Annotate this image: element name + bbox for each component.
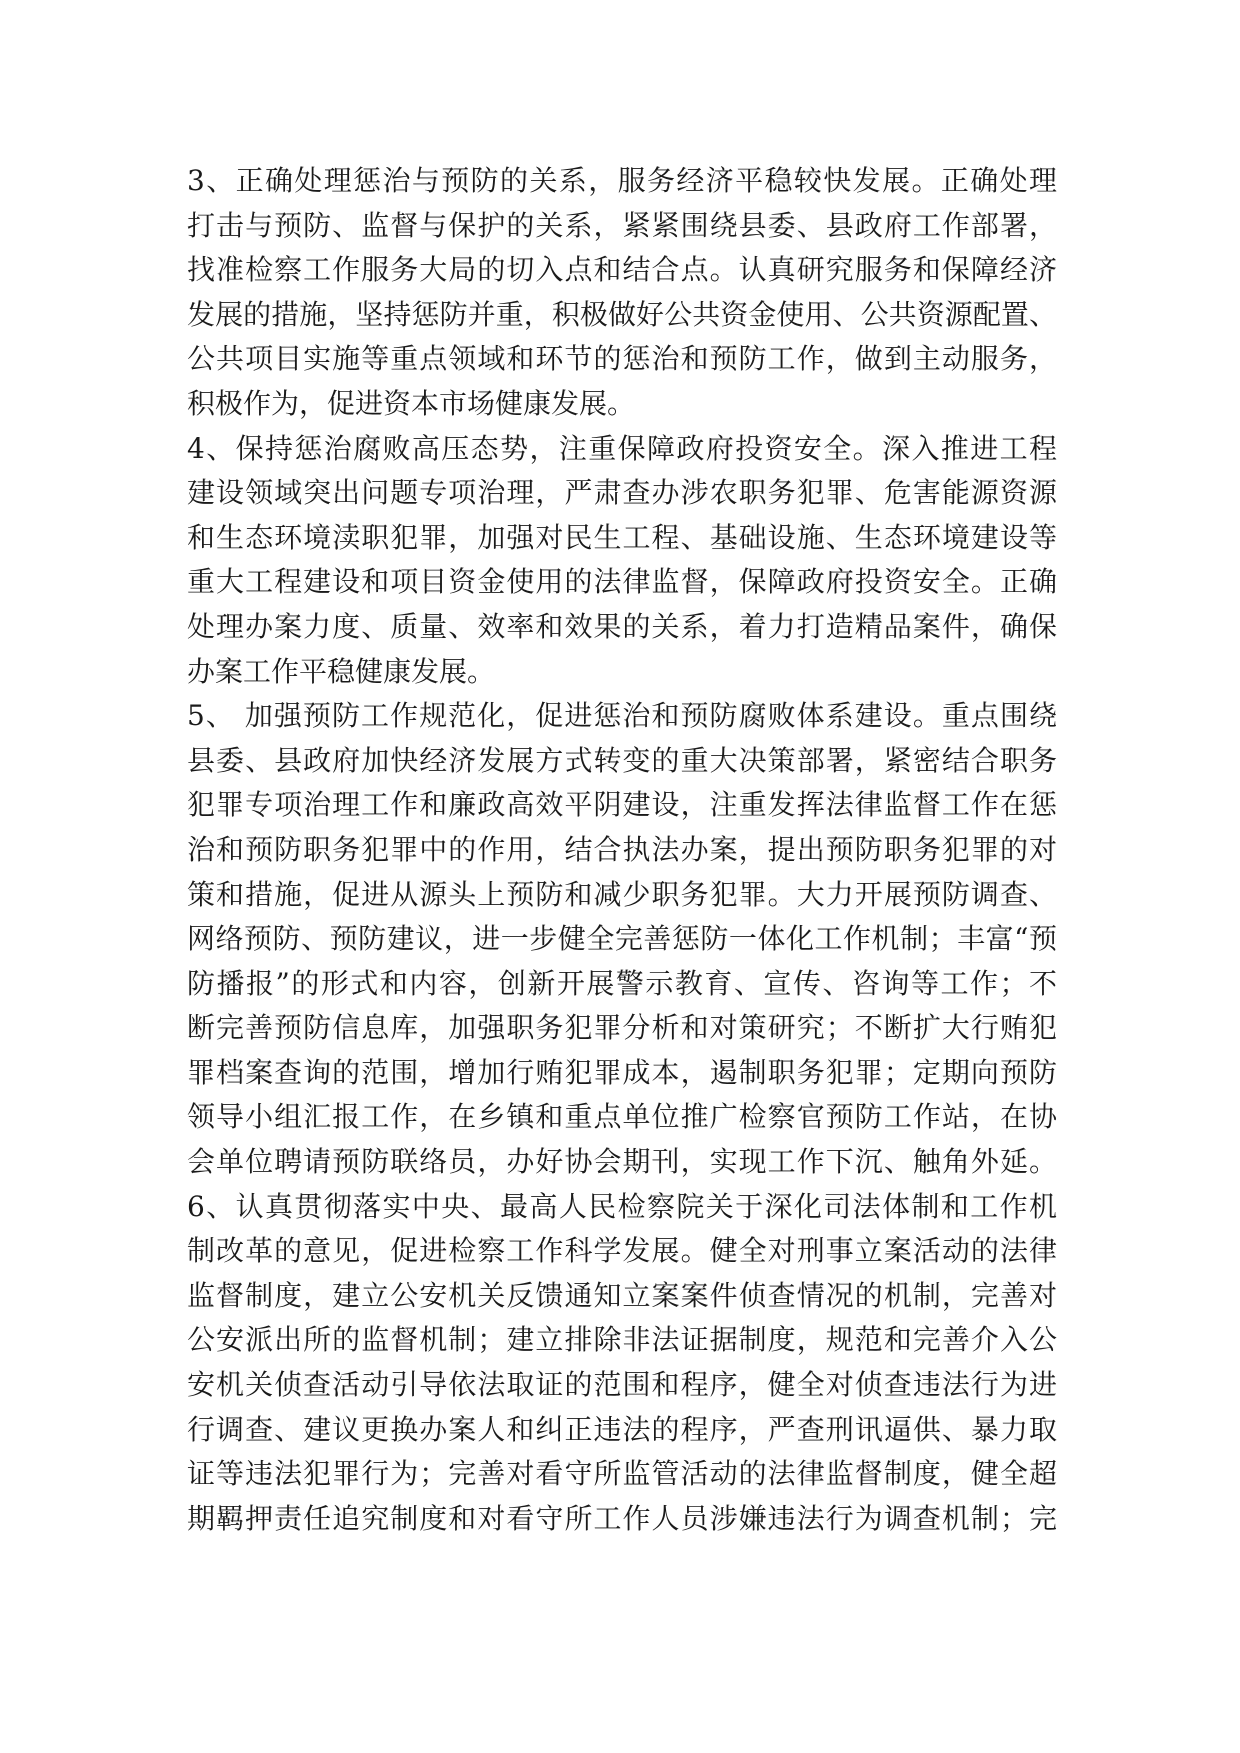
text-line: 6、认真贯彻落实中央、最高人民检察院关于深化司法体制和工作机 [187, 1189, 1057, 1223]
text-line: 处理办案力度、质量、效率和效果的关系，着力打造精品案件，确保 [187, 609, 1057, 643]
text-line: 防播报”的形式和内容，创新开展警示教育、宣传、咨询等工作；不 [187, 966, 1057, 1000]
text-line: 制改革的意见，促进检察工作科学发展。健全对刑事立案活动的法律 [187, 1234, 1057, 1268]
text-line: 和生态环境渎职犯罪，加强对民生工程、基础设施、生态环境建设等 [187, 520, 1057, 554]
text-line: 网络预防、预防建议，进一步健全完善惩防一体化工作机制；丰富“预 [187, 922, 1057, 956]
text-line: 期羁押责任追究制度和对看守所工作人员涉嫌违法行为调查机制；完 [187, 1501, 1057, 1535]
text-line: 打击与预防、监督与保护的关系，紧紧围绕县委、县政府工作部署， [187, 208, 1057, 242]
text-line: 监督制度，建立公安机关反馈通知立案案件侦查情况的机制，完善对 [187, 1278, 1057, 1312]
text-line: 3、正确处理惩治与预防的关系，服务经济平稳较快发展。正确处理 [187, 164, 1057, 197]
text-line: 会单位聘请预防联络员，办好协会期刊，实现工作下沉、触角外延。 [187, 1145, 1057, 1179]
text-line: 找准检察工作服务大局的切入点和结合点。认真研究服务和保障经济 [187, 253, 1057, 287]
document-body [187, 159, 1057, 1541]
text-line: 安机关侦查活动引导依法取证的范围和程序，健全对侦查违法行为进 [187, 1368, 1057, 1402]
text-line: 策和措施，促进从源头上预防和减少职务犯罪。大力开展预防调查、 [187, 877, 1057, 911]
text-line: 公共项目实施等重点领域和环节的惩治和预防工作，做到主动服务， [187, 342, 1057, 376]
text-line: 县委、县政府加快经济发展方式转变的重大决策部署，紧密结合职务 [187, 743, 1057, 777]
text-line: 公安派出所的监督机制；建立排除非法证据制度，规范和完善介入公 [187, 1323, 1057, 1357]
text-line: 证等违法犯罪行为；完善对看守所监管活动的法律监督制度，健全超 [187, 1457, 1057, 1491]
text-line: 建设领域突出问题专项治理，严肃查办涉农职务犯罪、危害能源资源 [187, 476, 1057, 510]
text-line: 积极作为，促进资本市场健康发展。 [187, 386, 636, 420]
text-line: 发展的措施，坚持惩防并重，积极做好公共资金使用、公共资源配置、 [187, 297, 1057, 331]
text-line: 治和预防职务犯罪中的作用，结合执法办案，提出预防职务犯罪的对 [187, 832, 1057, 866]
text-line: 行调查、建议更换办案人和纠正违法的程序，严查刑讯逼供、暴力取 [187, 1412, 1057, 1446]
text-line: 罪档案查询的范围，增加行贿犯罪成本，遏制职务犯罪；定期向预防 [187, 1055, 1057, 1089]
text-line: 犯罪专项治理工作和廉政高效平阴建设，注重发挥法律监督工作在惩 [187, 788, 1057, 822]
text-line: 4、保持惩治腐败高压态势，注重保障政府投资安全。深入推进工程 [187, 431, 1057, 465]
text-line: 领导小组汇报工作，在乡镇和重点单位推广检察官预防工作站，在协 [187, 1100, 1057, 1134]
text-line: 重大工程建设和项目资金使用的法律监督，保障政府投资安全。正确 [187, 565, 1057, 599]
text-line: 办案工作平稳健康发展。 [187, 654, 496, 688]
text-line: 5、 加强预防工作规范化，促进惩治和预防腐败体系建设。重点围绕 [187, 699, 1057, 733]
text-line: 断完善预防信息库，加强职务犯罪分析和对策研究；不断扩大行贿犯 [187, 1011, 1057, 1045]
